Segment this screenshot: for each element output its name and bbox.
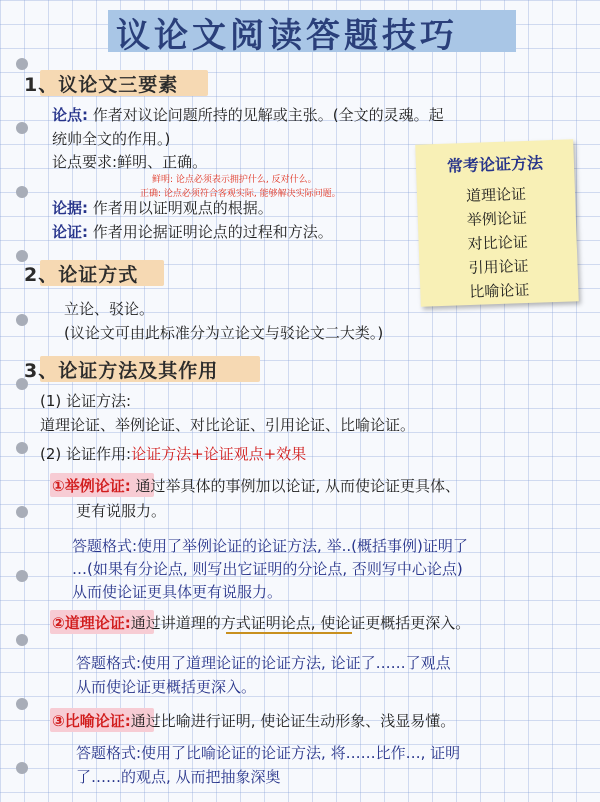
- sticky-item: 对比论证: [467, 232, 528, 254]
- sticky-item: 举例论证: [466, 208, 528, 230]
- sticky-title: 常考论证方法: [446, 153, 544, 176]
- lunju-text: 作者用以证明观点的根据。: [88, 199, 273, 217]
- note-correct: 正确: 论点必须符合客观实际, 能够解决实际问题。: [140, 189, 341, 199]
- section-2-heading: 2、论证方式: [24, 264, 139, 286]
- binder-hole: [16, 762, 28, 774]
- method-1-text: 通过举具体的事例加以论证, 从而使论证更具体、: [130, 477, 461, 495]
- method-2-format-2: 从而使论证更概括更深入。: [76, 678, 257, 696]
- method-1-line: [52, 475, 460, 496]
- lundian-line-2: 统帅全文的作用。): [52, 130, 171, 148]
- text-underline: [226, 632, 352, 634]
- method-types-line: 立论、驳论。: [64, 300, 155, 318]
- method-1-line-2: 更有说服力。: [76, 502, 167, 520]
- method-1-format-2: …(如果有分论点, 则写出它证明的分论点, 否则写中心论点): [72, 560, 463, 578]
- sticky-item: 引用论证: [468, 256, 529, 278]
- lunzheng-text: 作者用论据证明论点的过程和方法。: [88, 223, 333, 241]
- binder-hole: [16, 122, 28, 134]
- page-title: 议论文阅读答题技巧: [116, 16, 458, 56]
- method-3-format-1: 答题格式:使用了比喻论证的论证方法, 将……比作…, 证明: [76, 744, 461, 762]
- section-1-heading: 1、议论文三要素: [24, 74, 179, 96]
- lunju-line: [52, 197, 273, 218]
- effect-formula: 论证方法+论证观点+效果: [131, 445, 307, 463]
- binder-hole: [16, 314, 28, 326]
- method-3-text: 通过比喻进行证明, 使论证生动形象、浅显易懂。: [130, 712, 456, 730]
- sub-1: (1) 论证方法:: [40, 392, 132, 410]
- requirement-label: 论点要求:: [52, 153, 118, 171]
- binder-hole: [16, 570, 28, 582]
- binder-hole: [16, 186, 28, 198]
- sticky-item: 道理论证: [465, 184, 527, 206]
- method-2-line: [52, 612, 470, 633]
- method-1-format-1: 答题格式:使用了举例论证的论证方法, 举..(概括事例)证明了: [72, 537, 468, 555]
- method-3-label: ③比喻论证:: [52, 712, 131, 730]
- sub-2-line: [40, 443, 306, 464]
- lunzheng-line: [52, 221, 333, 242]
- lundian-text: 作者对议论问题所持的见解或主张。(全文的灵魂。起: [88, 106, 444, 124]
- note-clear: 鲜明: 论点必须表示拥护什么, 反对什么。: [152, 175, 317, 185]
- lunju-label: 论据:: [52, 199, 88, 217]
- method-3-format-2: 了……的观点, 从而把抽象深奥: [76, 768, 281, 786]
- method-2-text: 通过讲道理的方式证明论点, 使论证更概括更深入。: [130, 614, 471, 632]
- methods-list: 道理论证、举例论证、对比论证、引用论证、比喻论证。: [40, 416, 416, 434]
- method-types-note: (议论文可由此标准分为立论文与驳论文二大类。): [64, 324, 384, 342]
- method-1-format-3: 从而使论证更具体更有说服力。: [72, 583, 283, 601]
- binder-hole: [16, 698, 28, 710]
- sticky-note: [415, 139, 579, 306]
- method-2-label: ②道理论证:: [52, 614, 131, 632]
- requirement-text: 鲜明、正确。: [117, 153, 208, 171]
- method-3-line: [52, 710, 455, 731]
- method-1-label: ①举例论证:: [52, 477, 131, 495]
- binder-hole: [16, 634, 28, 646]
- lunzheng-label: 论证:: [52, 223, 88, 241]
- lundian-label: 论点:: [52, 106, 88, 124]
- section-3-heading: 3、论证方法及其作用: [24, 360, 219, 382]
- lundian-line: [52, 104, 444, 125]
- binder-hole: [16, 58, 28, 70]
- binder-hole: [16, 442, 28, 454]
- binder-hole: [16, 506, 28, 518]
- method-2-format-1: 答题格式:使用了道理论证的论证方法, 论证了……了观点: [76, 654, 451, 672]
- sub-2: (2) 论证作用:: [40, 445, 132, 463]
- sticky-item: 比喻论证: [469, 280, 530, 302]
- requirement-line: [52, 151, 207, 172]
